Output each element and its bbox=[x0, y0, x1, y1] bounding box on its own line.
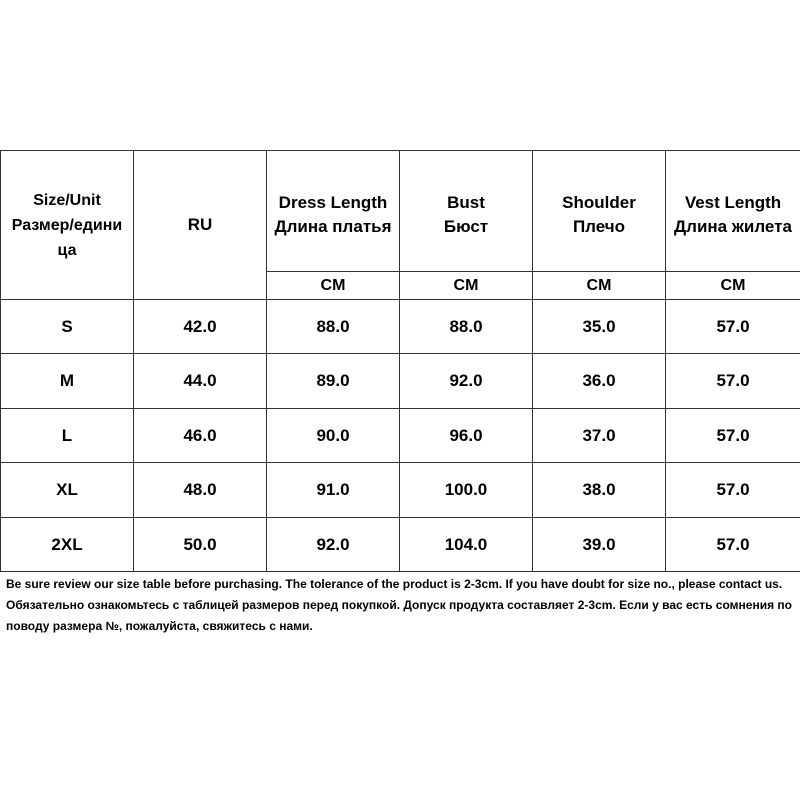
cell-vest-length: 57.0 bbox=[666, 409, 800, 463]
header-dress-length-en: Dress Length bbox=[278, 193, 388, 212]
size-note bbox=[6, 574, 800, 637]
cell-shoulder: 38.0 bbox=[533, 463, 666, 518]
cell-vest-length: 57.0 bbox=[666, 463, 800, 518]
cell-ru: 48.0 bbox=[134, 463, 267, 518]
cell-dress-length: 88.0 bbox=[267, 300, 400, 354]
cell-ru: 44.0 bbox=[134, 354, 267, 409]
cell-ru: 46.0 bbox=[134, 409, 267, 463]
table-row bbox=[1, 300, 800, 354]
cell-bust: 88.0 bbox=[400, 300, 533, 354]
header-dress-length-ru: Длина платья bbox=[274, 217, 392, 236]
header-bust bbox=[400, 151, 533, 272]
table-row bbox=[1, 354, 800, 409]
header-vest-length-ru: Длина жилета bbox=[674, 217, 792, 236]
cell-dress-length: 90.0 bbox=[267, 409, 400, 463]
cell-dress-length: 91.0 bbox=[267, 463, 400, 518]
size-note-ru: Обязательно ознакомьтесь с таблицей размеров перед покупкой. Допуск продукта составляет 2-3cm. Если у вас есть сомнения по поводу размера №, пожалуйста, свяжитесь с нами. bbox=[6, 598, 792, 633]
cell-bust: 100.0 bbox=[400, 463, 533, 518]
table-row bbox=[1, 518, 800, 572]
cell-size: S bbox=[1, 300, 134, 354]
header-size-unit-ru-2: ца bbox=[57, 241, 77, 259]
cell-size: M bbox=[1, 354, 134, 409]
header-bust-ru: Бюст bbox=[443, 217, 489, 236]
header-vest-length-en: Vest Length bbox=[684, 193, 782, 212]
table-header-row bbox=[1, 151, 800, 272]
header-shoulder-ru: Плечо bbox=[572, 217, 626, 236]
header-shoulder-en: Shoulder bbox=[562, 193, 636, 212]
header-size-unit-en: Size/Unit bbox=[33, 191, 101, 209]
cell-ru: 50.0 bbox=[134, 518, 267, 572]
header-vest-length bbox=[666, 151, 800, 272]
size-note-en: Be sure review our size table before purchasing. The tolerance of the product is 2-3cm. If you have doubt for size no., please contact us. bbox=[6, 577, 783, 591]
size-chart-table bbox=[0, 150, 800, 572]
cell-dress-length: 89.0 bbox=[267, 354, 400, 409]
unit-cell: CM bbox=[533, 272, 666, 300]
cell-ru: 42.0 bbox=[134, 300, 267, 354]
header-size-unit-ru-1: Размер/едини bbox=[11, 216, 123, 234]
cell-dress-length: 92.0 bbox=[267, 518, 400, 572]
cell-size: XL bbox=[1, 463, 134, 518]
header-bust-en: Bust bbox=[447, 193, 485, 212]
header-shoulder bbox=[533, 151, 666, 272]
unit-cell: CM bbox=[400, 272, 533, 300]
table-row bbox=[1, 409, 800, 463]
header-ru: RU bbox=[134, 151, 267, 300]
cell-size: L bbox=[1, 409, 134, 463]
unit-cell: CM bbox=[267, 272, 400, 300]
unit-cell: CM bbox=[666, 272, 800, 300]
cell-shoulder: 37.0 bbox=[533, 409, 666, 463]
cell-shoulder: 36.0 bbox=[533, 354, 666, 409]
cell-bust: 92.0 bbox=[400, 354, 533, 409]
header-dress-length bbox=[267, 151, 400, 272]
cell-shoulder: 35.0 bbox=[533, 300, 666, 354]
header-size-unit bbox=[1, 151, 134, 300]
cell-shoulder: 39.0 bbox=[533, 518, 666, 572]
cell-bust: 96.0 bbox=[400, 409, 533, 463]
cell-vest-length: 57.0 bbox=[666, 300, 800, 354]
cell-bust: 104.0 bbox=[400, 518, 533, 572]
cell-vest-length: 57.0 bbox=[666, 354, 800, 409]
table-row bbox=[1, 463, 800, 518]
cell-size: 2XL bbox=[1, 518, 134, 572]
cell-vest-length: 57.0 bbox=[666, 518, 800, 572]
